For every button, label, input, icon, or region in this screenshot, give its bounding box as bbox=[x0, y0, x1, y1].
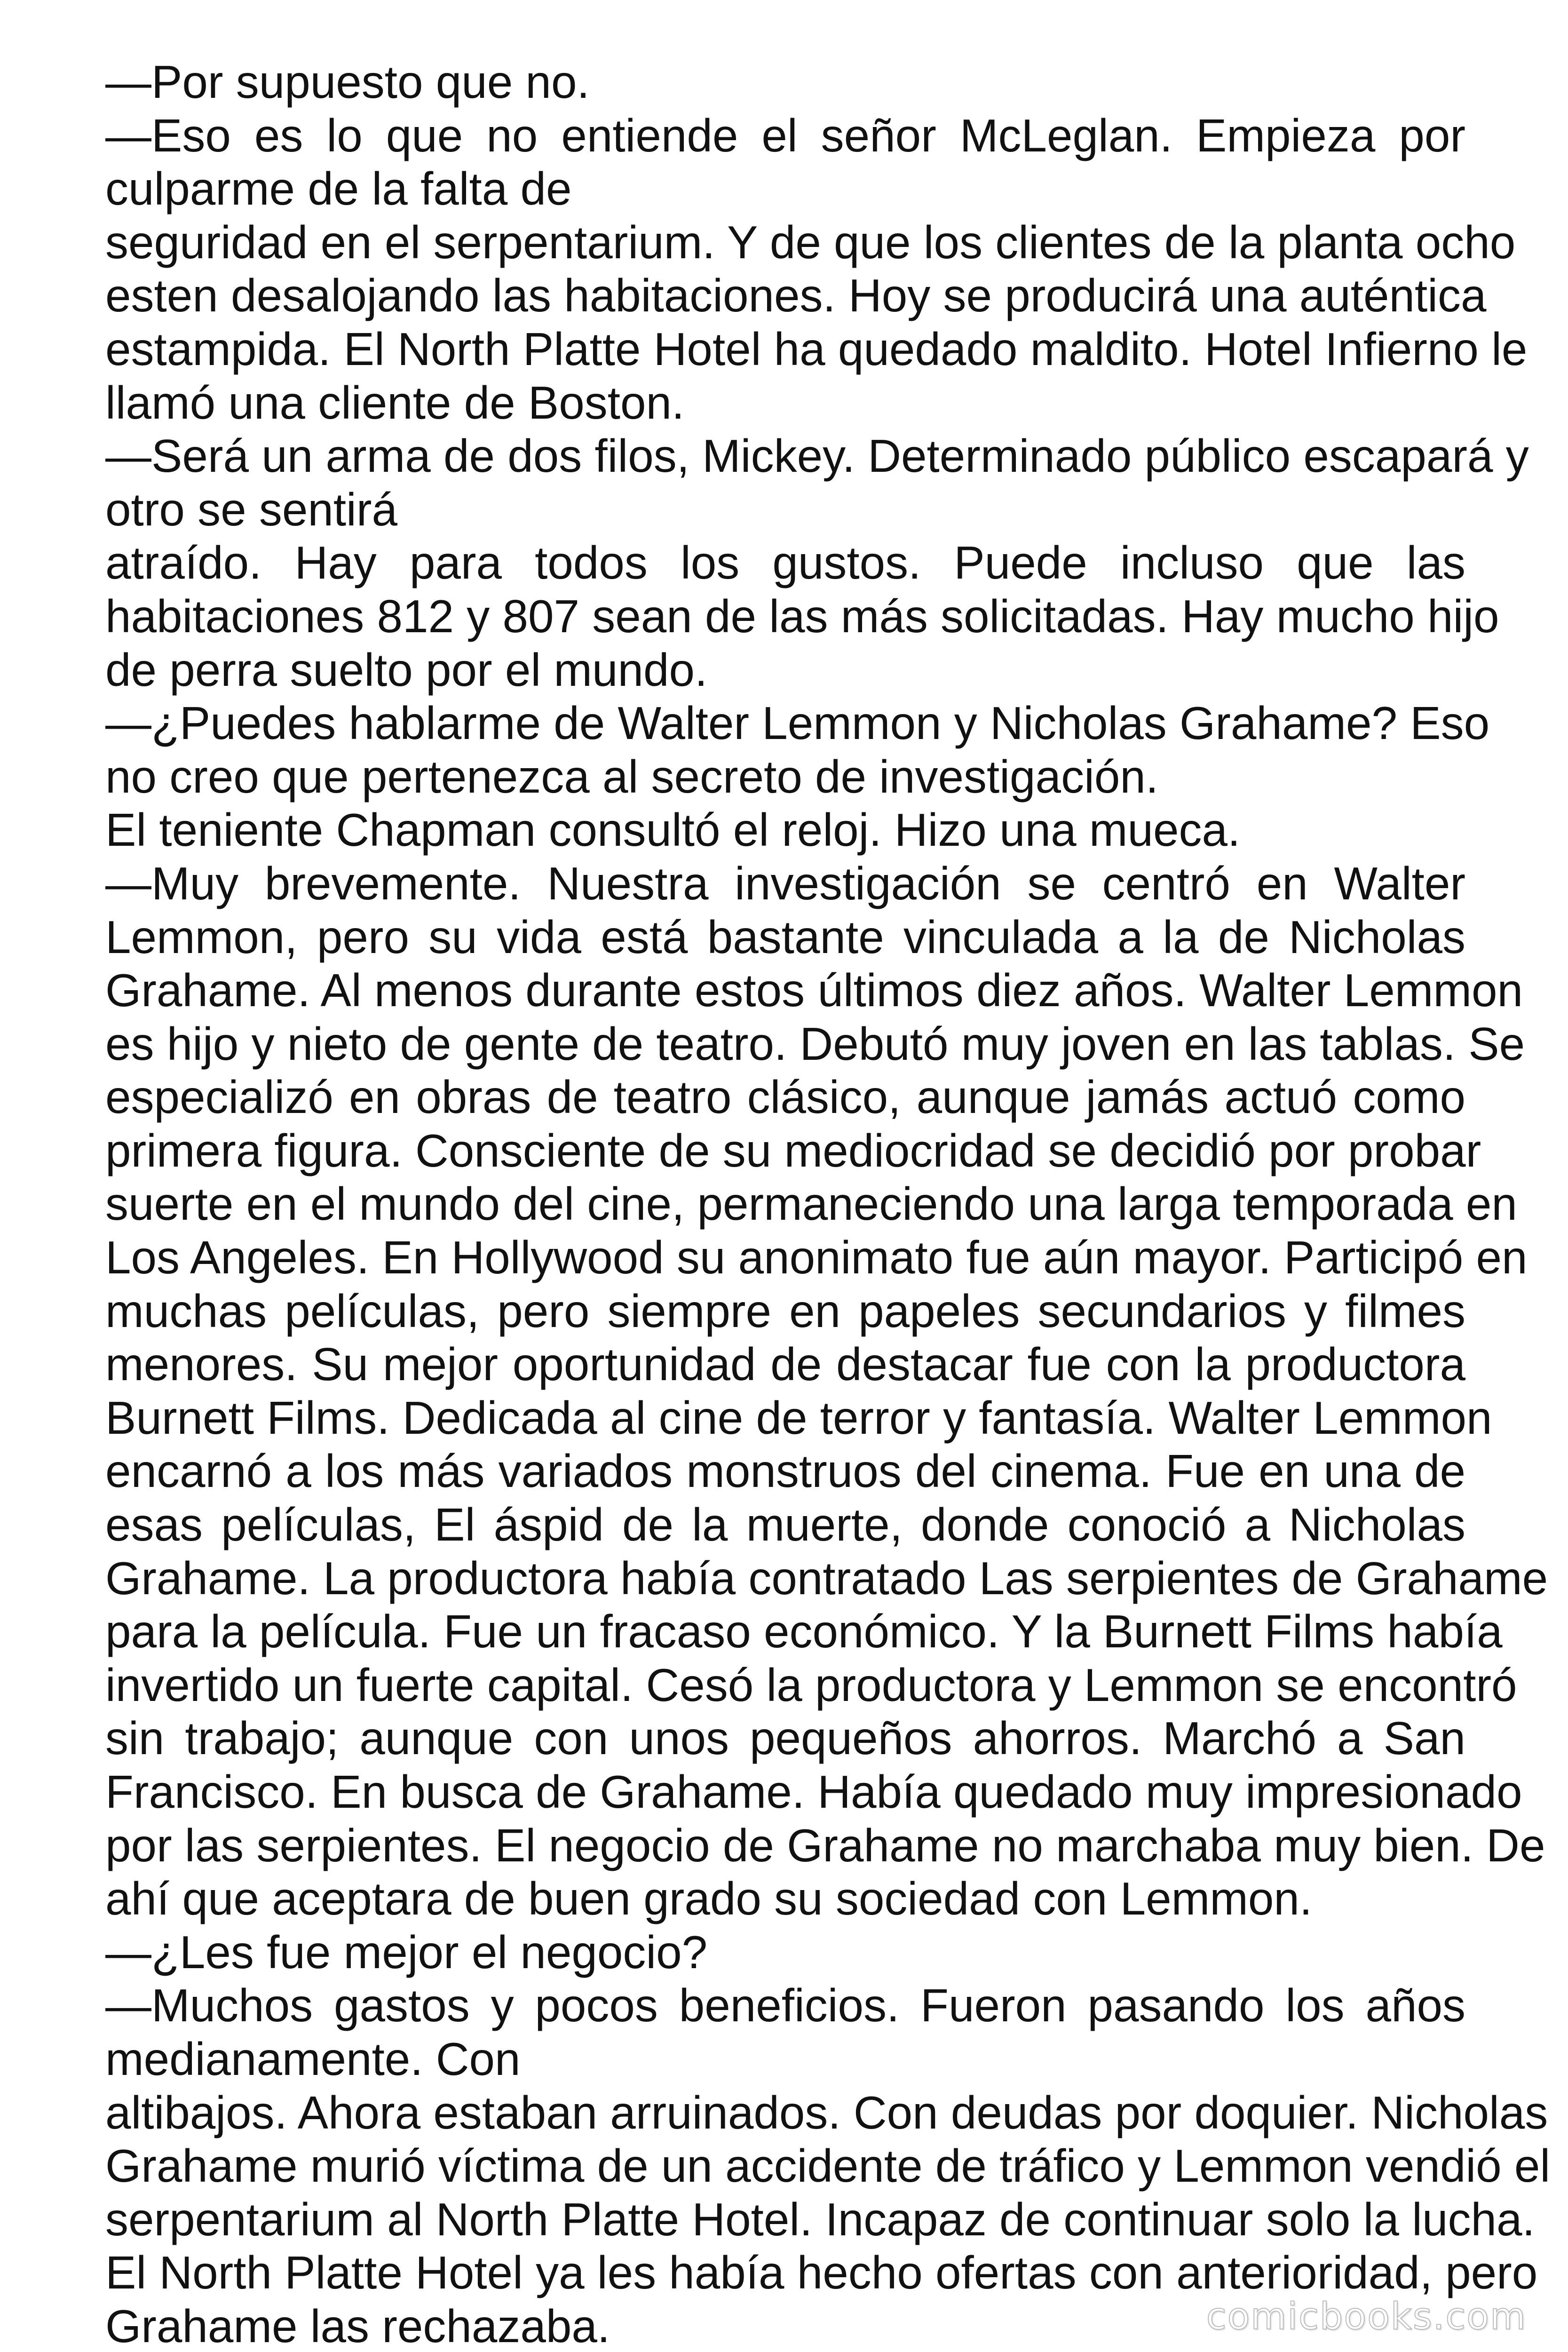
text-line: Grahame. La productora había contratado Las serpientes de Grahame bbox=[105, 1552, 1548, 1604]
text-line: esten desalojando las habitaciones. Hoy se producirá una auténtica bbox=[105, 270, 1487, 322]
text-line: encarnó a los más variados monstruos del cinema. Fue en una de bbox=[105, 1445, 1465, 1497]
text-line: para la película. Fue un fracaso económico. Y la Burnett Films había bbox=[105, 1605, 1503, 1658]
text-line: otro se sentirá bbox=[105, 483, 397, 535]
text-line: de perra suelto por el mundo. bbox=[105, 644, 708, 696]
text-line: —Será un arma de dos filos, Mickey. Determinado público escapará y bbox=[105, 430, 1529, 482]
text-line: sin trabajo; aunque con unos pequeños ahorros. Marchó a San bbox=[105, 1712, 1465, 1764]
text-line: Grahame murió víctima de un accidente de tráfico y Lemmon vendió el bbox=[105, 2140, 1551, 2192]
text-line: primera figura. Consciente de su mediocridad se decidió por probar bbox=[105, 1124, 1481, 1176]
text-line: ahí que aceptara de buen grado su sociedad con Lemmon. bbox=[105, 1873, 1313, 1925]
text-line: El teniente Chapman consultó el reloj. Hizo una mueca. bbox=[105, 804, 1241, 856]
text-line: medianamente. Con bbox=[105, 2033, 521, 2085]
document-page bbox=[105, 56, 1551, 2352]
text-line: llamó una cliente de Boston. bbox=[105, 376, 685, 429]
text-line: atraído. Hay para todos los gustos. Puede incluso que las bbox=[105, 537, 1465, 589]
text-line: Francisco. En busca de Grahame. Había quedado muy impresionado bbox=[105, 1766, 1522, 1818]
text-line: —¿Puedes hablarme de Walter Lemmon y Nicholas Grahame? Eso bbox=[105, 697, 1490, 749]
text-line: altibajos. Ahora estaban arruinados. Con deudas por doquier. Nicholas bbox=[105, 2086, 1548, 2138]
text-line: El North Platte Hotel ya les había hecho ofertas con anterioridad, pero bbox=[105, 2247, 1538, 2299]
text-line: —¿Les fue mejor el negocio? bbox=[105, 1926, 708, 1978]
text-line: estampida. El North Platte Hotel ha quedado maldito. Hotel Infierno le bbox=[105, 323, 1528, 375]
text-line: menores. Su mejor oportunidad de destacar fue con la productora bbox=[105, 1338, 1465, 1391]
text-line: serpentarium al North Platte Hotel. Incapaz de continuar solo la lucha. bbox=[105, 2193, 1535, 2245]
text-line: no creo que pertenezca al secreto de investigación. bbox=[105, 750, 1159, 803]
text-line: Burnett Films. Dedicada al cine de terror y fantasía. Walter Lemmon bbox=[105, 1391, 1492, 1444]
text-line: Los Angeles. En Hollywood su anonimato fue aún mayor. Participó en bbox=[105, 1232, 1528, 1284]
text-line: muchas películas, pero siempre en papeles secundarios y filmes bbox=[105, 1285, 1465, 1337]
text-line: es hijo y nieto de gente de teatro. Debutó muy joven en las tablas. Se bbox=[105, 1017, 1525, 1070]
text-line: invertido un fuerte capital. Cesó la productora y Lemmon se encontró bbox=[105, 1659, 1517, 1711]
text-line: seguridad en el serpentarium. Y de que los clientes de la planta ocho bbox=[105, 216, 1516, 268]
text-line: —Por supuesto que no. bbox=[105, 56, 590, 108]
text-line: esas películas, El áspid de la muerte, donde conoció a Nicholas bbox=[105, 1499, 1465, 1551]
text-line: habitaciones 812 y 807 sean de las más solicitadas. Hay mucho hijo bbox=[105, 590, 1499, 642]
watermark: comicbooks.com bbox=[1206, 2296, 1527, 2338]
body-text bbox=[105, 56, 1551, 2352]
text-line: culparme de la falta de bbox=[105, 163, 572, 215]
text-line: especializó en obras de teatro clásico, aunque jamás actuó como bbox=[105, 1071, 1465, 1123]
text-line: —Muchos gastos y pocos beneficios. Fueron pasando los años bbox=[105, 1979, 1465, 2032]
text-line: Grahame las rechazaba. bbox=[105, 2300, 610, 2352]
text-line: Grahame. Al menos durante estos últimos diez años. Walter Lemmon bbox=[105, 964, 1523, 1017]
text-line: —Muy brevemente. Nuestra investigación se centró en Walter bbox=[105, 857, 1465, 909]
text-line: Lemmon, pero su vida está bastante vinculada a la de Nicholas bbox=[105, 911, 1465, 963]
text-line: por las serpientes. El negocio de Grahame no marchaba muy bien. De bbox=[105, 1819, 1545, 1871]
text-line: suerte en el mundo del cine, permaneciendo una larga temporada en bbox=[105, 1178, 1517, 1230]
text-line: —Eso es lo que no entiende el señor McLeglan. Empieza por bbox=[105, 109, 1465, 161]
